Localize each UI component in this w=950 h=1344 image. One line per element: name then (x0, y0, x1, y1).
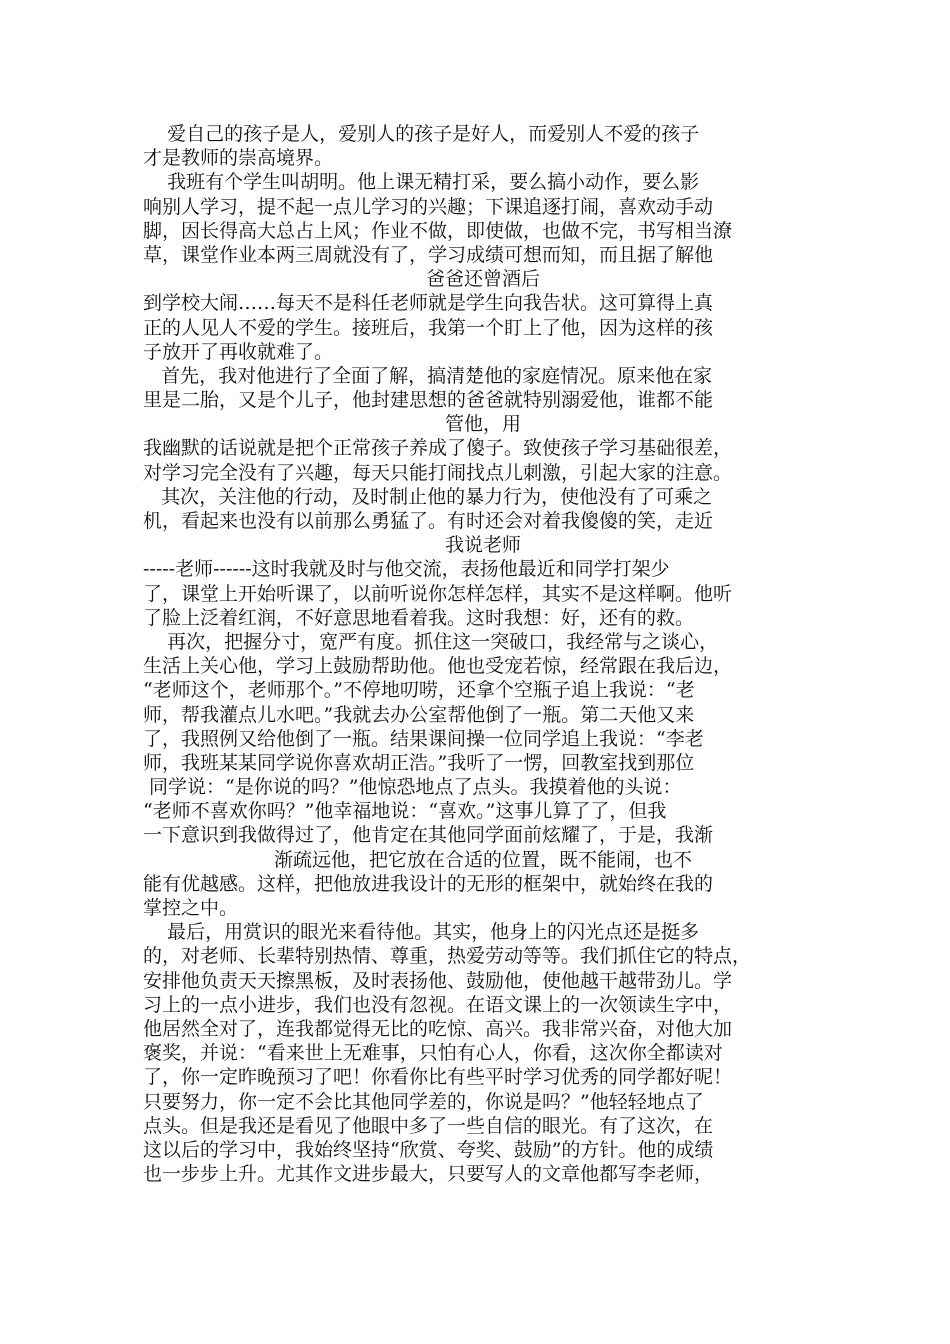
text-line: 能有优越感。这样，把他放进我设计的无形的框架中，就始终在我的 (143, 872, 714, 895)
text-line: 脚，因长得高大总占上风；作业不做，即使做，也做不完，书写相当潦 (143, 219, 733, 242)
text-line: “老师这个，老师那个。”不停地叨唠，还拿个空瓶子追上我说：“老 (143, 679, 695, 702)
text-line: 了脸上泛着红润，不好意思地看着我。这时我想：好，还有的救。 (143, 606, 695, 629)
text-line: 习上的一点小进步，我们也没有忽视。在语文课上的一次领读生字中， (143, 993, 733, 1016)
text-line: 再次，把握分寸，宽严有度。抓住这一突破口，我经常与之谈心， (143, 630, 719, 653)
text-line: 我班有个学生叫胡明。他上课无精打采，要么搞小动作，要么影 (143, 171, 700, 194)
text-line: 草，课堂作业本两三周就没有了，学习成绩可想而知，而且据了解他 (143, 243, 714, 266)
document-body (143, 122, 823, 1186)
text-line: 一下意识到我做得过了，他肯定在其他同学面前炫耀了，于是，我渐 (143, 824, 714, 847)
text-line: 响别人学习，提不起一点儿学习的兴趣；下课追逐打闹，喜欢动手动 (143, 195, 714, 218)
text-line: 这以后的学习中，我始终坚持“欣赏、夸奖、鼓励”的方针。他的成绩 (143, 1138, 714, 1161)
text-line: 掌控之中。 (143, 897, 239, 919)
text-line: 正的人见人不爱的学生。接班后，我第一个盯上了他，因为这样的孩 (143, 316, 714, 339)
text-line: 子放开了再收就难了。 (143, 340, 334, 363)
text-line: 爱自己的孩子是人，爱别人的孩子是好人，而爱别人不爱的孩子 (143, 123, 700, 145)
text-line: 其次，关注他的行动，及时制止他的暴力行为，使他没有了可乘之 (143, 485, 713, 508)
text-line: 了，课堂上开始听课了，以前听说你怎样怎样，其实不是这样啊。他听 (143, 582, 733, 605)
text-line: 里是二胎，又是个儿子，他封建思想的爸爸就特别溺爱他，谁都不能 (143, 389, 714, 412)
text-line: -----老师------这时我就及时与他交流，表扬他最近和同学打架少 (143, 558, 670, 581)
text-line: 到学校大闹……每天不是科任老师就是学生向我告状。这可算得上真 (143, 292, 714, 315)
text-line: 生活上关心他，学习上鼓励帮助他。他也受宠若惊，经常跟在我后边， (143, 655, 733, 678)
text-line: 对学习完全没有了兴趣，每天只能打闹找点儿刺激，引起大家的注意。 (143, 461, 733, 484)
text-line: 褒奖，并说：“看来世上无难事，只怕有心人，你看，这次你全都读对 (143, 1042, 723, 1065)
text-line: 点头。但是我还是看见了他眼中多了一些自信的眼光。有了这次，在 (143, 1114, 714, 1137)
text-line: 机，看起来也没有以前那么勇猛了。有时还会对着我傻傻的笑，走近 (143, 510, 714, 532)
text-line: 也一步步上升。尤其作文进步最大，只要写人的文章他都写李老师， (143, 1163, 714, 1186)
text-line: “老师不喜欢你吗？”他幸福地说：“喜欢。”这事儿算了了，但我 (143, 800, 667, 823)
text-line: 他居然全对了，连我都觉得无比的吃惊、高兴。我非常兴奋，对他大加 (143, 1017, 733, 1040)
text-line: 的，对老师、长辈特别热情、尊重，热爱劳动等等。我们抓住它的特点， (143, 945, 752, 968)
text-line: 首先，我对他进行了全面了解，搞清楚他的家庭情况。原来他在家 (143, 364, 713, 387)
text-line: 安排他负责天天擦黑板，及时表扬他、鼓励他，使他越干越带劲儿。学 (143, 969, 733, 992)
text-line: 只要努力，你一定不会比其他同学差的，你说是吗？”他轻轻地点了 (143, 1090, 704, 1113)
text-line: 才是教师的崇高境界。 (143, 147, 334, 170)
text-line: 管他，用 (444, 413, 521, 436)
text-line: 同学说：“是你说的吗？”他惊恐地点了点头。我摸着他的头说： (143, 776, 682, 799)
text-line: 了，你一定昨晚预习了吧！你看你比有些平时学习优秀的同学都好呢！ (143, 1066, 733, 1089)
text-line: 师，我班某某同学说你喜欢胡正浩。”我听了一愣，回教室找到那位 (143, 751, 695, 774)
text-line: 渐疏远他，把它放在合适的位置，既不能闹，也不 (273, 848, 692, 871)
text-line: 爸爸还曾酒后 (425, 268, 540, 291)
text-line: 了，我照例又给他倒了一瓶。结果课间操一位同学追上我说：“李老 (143, 727, 704, 750)
text-line: 最后，用赏识的眼光来看待他。其实，他身上的闪光点还是挺多 (143, 921, 700, 944)
text-line: 我幽默的话说就是把个正常孩子养成了傻子。致使孩子学习基础很差， (143, 437, 733, 460)
text-line: 我说老师 (444, 534, 521, 557)
text-line: 师，帮我灌点儿水吧。”我就去办公室帮他倒了一瓶。第二天他又来 (143, 703, 695, 726)
